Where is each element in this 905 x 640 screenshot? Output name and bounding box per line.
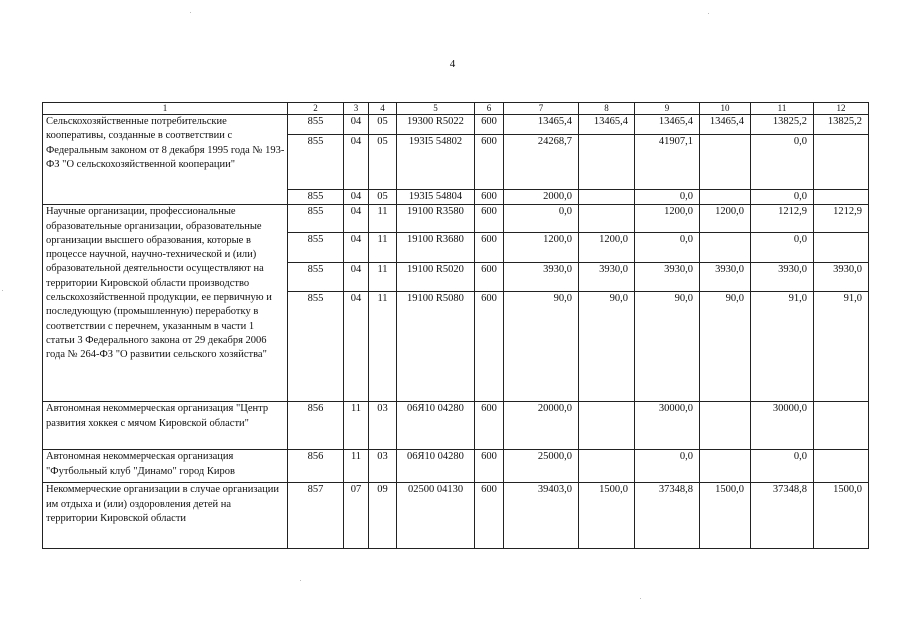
table-cell [700, 135, 751, 190]
table-cell [579, 190, 635, 205]
header-row [43, 103, 869, 115]
table-cell: 1212,9 [814, 205, 869, 233]
table-row [43, 402, 869, 450]
table-cell: 1500,0 [700, 483, 751, 549]
table-cell: 855 [288, 190, 344, 205]
table-cell: 856 [288, 450, 344, 483]
table-cell: 600 [475, 233, 504, 263]
table-cell [700, 190, 751, 205]
column-header: 9 [635, 103, 700, 115]
table-cell: 855 [288, 292, 344, 402]
table-cell: 91,0 [751, 292, 814, 402]
table-cell: 600 [475, 402, 504, 450]
table-cell: 05 [369, 115, 397, 135]
table-cell: 3930,0 [579, 263, 635, 292]
table-cell: 04 [344, 135, 369, 190]
table-cell: 3930,0 [751, 263, 814, 292]
table-cell: 3930,0 [504, 263, 579, 292]
table-cell: 193I5 54802 [397, 135, 475, 190]
table-cell: 06Я10 04280 [397, 450, 475, 483]
column-header: 6 [475, 103, 504, 115]
table-cell: 91,0 [814, 292, 869, 402]
table-cell: 855 [288, 205, 344, 233]
table-cell: 1200,0 [504, 233, 579, 263]
column-header: 4 [369, 103, 397, 115]
scan-speck [300, 580, 301, 581]
recipient-description: Сельскохозяйственные потребительские кооперативы, созданные в соответствии с Федеральным законом от 8 декабря 1995 года № 193-ФЗ "О сельскохозяйственной кооперации" [43, 115, 288, 205]
table-cell [579, 402, 635, 450]
table-cell [700, 450, 751, 483]
table-cell: 1500,0 [579, 483, 635, 549]
table-cell: 06Я10 04280 [397, 402, 475, 450]
table-cell: 90,0 [700, 292, 751, 402]
table-cell: 90,0 [504, 292, 579, 402]
table-cell [700, 402, 751, 450]
table-cell: 0,0 [751, 450, 814, 483]
table-cell [579, 135, 635, 190]
column-header: 2 [288, 103, 344, 115]
table-cell: 30000,0 [635, 402, 700, 450]
table-cell: 600 [475, 135, 504, 190]
table-cell: 25000,0 [504, 450, 579, 483]
table-cell: 0,0 [751, 190, 814, 205]
table-cell: 30000,0 [751, 402, 814, 450]
table-cell: 600 [475, 483, 504, 549]
table-cell: 855 [288, 115, 344, 135]
budget-table [42, 102, 869, 549]
table-cell: 600 [475, 292, 504, 402]
table-cell: 13465,4 [635, 115, 700, 135]
table-cell: 0,0 [751, 233, 814, 263]
scan-speck [708, 13, 709, 14]
table-cell: 855 [288, 135, 344, 190]
table-cell: 04 [344, 263, 369, 292]
table-cell: 13825,2 [751, 115, 814, 135]
table-cell: 600 [475, 205, 504, 233]
table-row [43, 450, 869, 483]
table-cell: 39403,0 [504, 483, 579, 549]
column-header: 11 [751, 103, 814, 115]
table-cell: 0,0 [635, 450, 700, 483]
column-header: 8 [579, 103, 635, 115]
scan-speck [2, 290, 3, 291]
table-cell: 04 [344, 190, 369, 205]
table-cell [814, 450, 869, 483]
table-cell: 37348,8 [751, 483, 814, 549]
recipient-description: Автономная некоммерческая организация "Футбольный клуб "Динамо" город Киров [43, 450, 288, 483]
table-cell: 05 [369, 190, 397, 205]
table-cell: 04 [344, 292, 369, 402]
table-cell: 0,0 [751, 135, 814, 190]
table-cell: 3930,0 [700, 263, 751, 292]
table-cell: 04 [344, 233, 369, 263]
column-header: 7 [504, 103, 579, 115]
recipient-description: Некоммерческие организации в случае организации им отдыха и (или) оздоровления детей на территории Кировской области [43, 483, 288, 549]
table-cell: 855 [288, 263, 344, 292]
table-cell: 1200,0 [700, 205, 751, 233]
table-cell: 1500,0 [814, 483, 869, 549]
table-cell [579, 450, 635, 483]
table-cell: 0,0 [635, 190, 700, 205]
column-header: 12 [814, 103, 869, 115]
table-cell: 3930,0 [635, 263, 700, 292]
table-cell [814, 135, 869, 190]
table-cell: 1212,9 [751, 205, 814, 233]
table-cell: 04 [344, 115, 369, 135]
table-cell: 13465,4 [700, 115, 751, 135]
table-cell: 11 [344, 450, 369, 483]
table-cell: 24268,7 [504, 135, 579, 190]
table-cell: 19300 R5022 [397, 115, 475, 135]
table-cell: 19100 R5080 [397, 292, 475, 402]
table-cell [579, 205, 635, 233]
table-body [43, 115, 869, 549]
table-cell: 193I5 54804 [397, 190, 475, 205]
table-cell: 13465,4 [504, 115, 579, 135]
table-cell: 1200,0 [635, 205, 700, 233]
table-cell: 1200,0 [579, 233, 635, 263]
table-cell: 19100 R3680 [397, 233, 475, 263]
table-cell: 0,0 [635, 233, 700, 263]
column-header: 10 [700, 103, 751, 115]
recipient-description: Научные организации, профессиональные образовательные организации, образовательные организации высшего образования, которые в процессе научной, научно-технической и (или) образовательной деятельности осуществляют на территории Кировской области производство сельскохозяйственной продукции, ее первичную и последующую (промышленную) переработку в соответствии с перечнем, указанным в части 1 статьи 3 Федерального закона от 29 декабря 2006 года № 264-ФЗ "О развитии сельского хозяйства" [43, 205, 288, 402]
table-cell: 11 [344, 402, 369, 450]
table-cell: 0,0 [504, 205, 579, 233]
column-header: 1 [43, 103, 288, 115]
table-cell [814, 190, 869, 205]
table-cell: 03 [369, 450, 397, 483]
table-cell: 90,0 [579, 292, 635, 402]
table-cell: 11 [369, 233, 397, 263]
table-cell: 20000,0 [504, 402, 579, 450]
table-cell: 19100 R3580 [397, 205, 475, 233]
table-cell: 41907,1 [635, 135, 700, 190]
table-cell: 90,0 [635, 292, 700, 402]
table-cell: 857 [288, 483, 344, 549]
table-cell: 600 [475, 263, 504, 292]
table-cell: 3930,0 [814, 263, 869, 292]
table-cell: 2000,0 [504, 190, 579, 205]
table-cell: 855 [288, 233, 344, 263]
table-cell: 09 [369, 483, 397, 549]
table-cell: 600 [475, 450, 504, 483]
table-row [43, 483, 869, 549]
table-cell: 600 [475, 115, 504, 135]
table-row [43, 115, 869, 135]
scan-speck [190, 12, 191, 13]
table-cell: 11 [369, 292, 397, 402]
scan-speck [640, 598, 641, 599]
table-cell: 13465,4 [579, 115, 635, 135]
table-cell [814, 402, 869, 450]
table-cell: 11 [369, 205, 397, 233]
column-header: 5 [397, 103, 475, 115]
table-cell [700, 233, 751, 263]
table-cell: 600 [475, 190, 504, 205]
table-cell: 13825,2 [814, 115, 869, 135]
table-cell: 37348,8 [635, 483, 700, 549]
table-cell: 02500 04130 [397, 483, 475, 549]
table-cell: 04 [344, 205, 369, 233]
page-number: 4 [449, 58, 456, 70]
table-cell: 856 [288, 402, 344, 450]
table-cell: 07 [344, 483, 369, 549]
table-cell: 19100 R5020 [397, 263, 475, 292]
table-row [43, 205, 869, 233]
recipient-description: Автономная некоммерческая организация "Центр развития хоккея с мячом Кировской области" [43, 402, 288, 450]
table-cell: 05 [369, 135, 397, 190]
table-cell: 11 [369, 263, 397, 292]
table-cell [814, 233, 869, 263]
table-cell: 03 [369, 402, 397, 450]
column-header: 3 [344, 103, 369, 115]
